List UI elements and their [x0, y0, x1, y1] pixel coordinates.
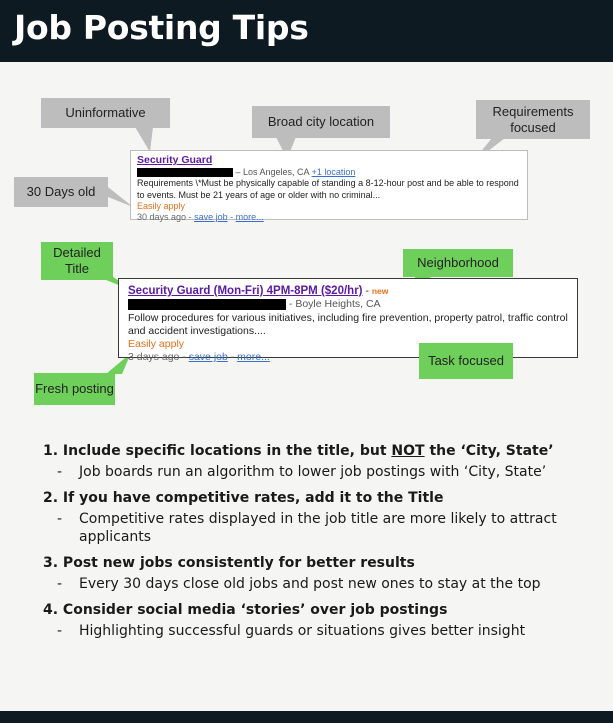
tip-item	[43, 442, 593, 481]
separator: -	[365, 285, 369, 297]
callout-broad-city: Broad city location	[252, 106, 390, 138]
more-link-new[interactable]: more...	[237, 350, 270, 363]
callout-detailed-title: Detailed Title	[41, 242, 113, 280]
easily-apply-old: Easily apply	[137, 200, 186, 211]
posting-age-new: 3 days ago	[128, 350, 180, 363]
tip-bullet: - Job boards run an algorithm to lower job postings with ‘City, State’	[57, 464, 547, 480]
job-card-old	[130, 150, 528, 223]
job-title-new[interactable]: Security Guard (Mon-Fri) 4PM-8PM ($20/hr)	[128, 285, 363, 297]
page-title: Job Posting Tips	[14, 8, 309, 47]
tip-heading: 3. Post new jobs consistently for better results	[43, 555, 415, 571]
separator: -	[230, 212, 234, 223]
easily-apply-new: Easily apply	[128, 337, 185, 350]
posting-age-old: 30 days ago	[137, 212, 187, 223]
job-location-new: - Boyle Heights, CA	[288, 298, 381, 311]
tip-item	[43, 601, 593, 640]
tip-bullet: - Competitive rates displayed in the job title are more likely to attract applicants	[57, 511, 557, 545]
redacted-company	[128, 299, 286, 310]
new-badge: new	[371, 286, 389, 296]
save-job-link-new[interactable]: save job	[188, 350, 228, 363]
callout-days-old: 30 Days old	[14, 177, 108, 207]
tip-item	[43, 489, 593, 546]
callout-uninformative: Uninformative	[41, 98, 170, 128]
separator: -	[230, 350, 235, 363]
separator: -	[182, 350, 186, 363]
redacted-company	[137, 168, 233, 177]
more-link-old[interactable]: more...	[235, 212, 264, 223]
separator: -	[188, 212, 192, 223]
job-location-old: – Los Angeles, CA	[235, 167, 310, 178]
job-description-new: Follow procedures for various initiatives, including fire prevention, property patrol, traffic control and accident investigations....	[128, 311, 568, 337]
tips-list	[43, 442, 593, 648]
tip-heading: 1. Include specific locations in the title, but NOT the ‘City, State’	[43, 443, 554, 459]
more-locations-link[interactable]: +1 location	[311, 167, 356, 178]
tip-heading: 4. Consider social media ‘stories’ over job postings	[43, 602, 448, 618]
tip-emphasis: NOT	[391, 443, 425, 459]
callout-requirements: Requirements focused	[476, 100, 590, 139]
callout-fresh-posting: Fresh posting	[34, 373, 115, 405]
footer-bar	[0, 711, 613, 723]
pointer-uninformative	[135, 127, 153, 152]
tip-heading: 2. If you have competitive rates, add it to the Title	[43, 490, 444, 506]
job-description-old: Requirements \*Must be physically capable of standing a 8-12-hour post and be able to respond to events. Must be 21 years of age or older with no criminal...	[137, 178, 519, 200]
callout-neighborhood: Neighborhood	[403, 249, 513, 277]
save-job-link-old[interactable]: save job	[194, 212, 228, 223]
tip-item	[43, 554, 593, 593]
tip-bullet: - Every 30 days close old jobs and post new ones to stay at the top	[57, 576, 541, 592]
job-title-old[interactable]: Security Guard	[137, 154, 213, 166]
callout-task-focused: Task focused	[419, 343, 513, 379]
tip-bullet: - Highlighting successful guards or situations gives better insight	[57, 623, 526, 639]
